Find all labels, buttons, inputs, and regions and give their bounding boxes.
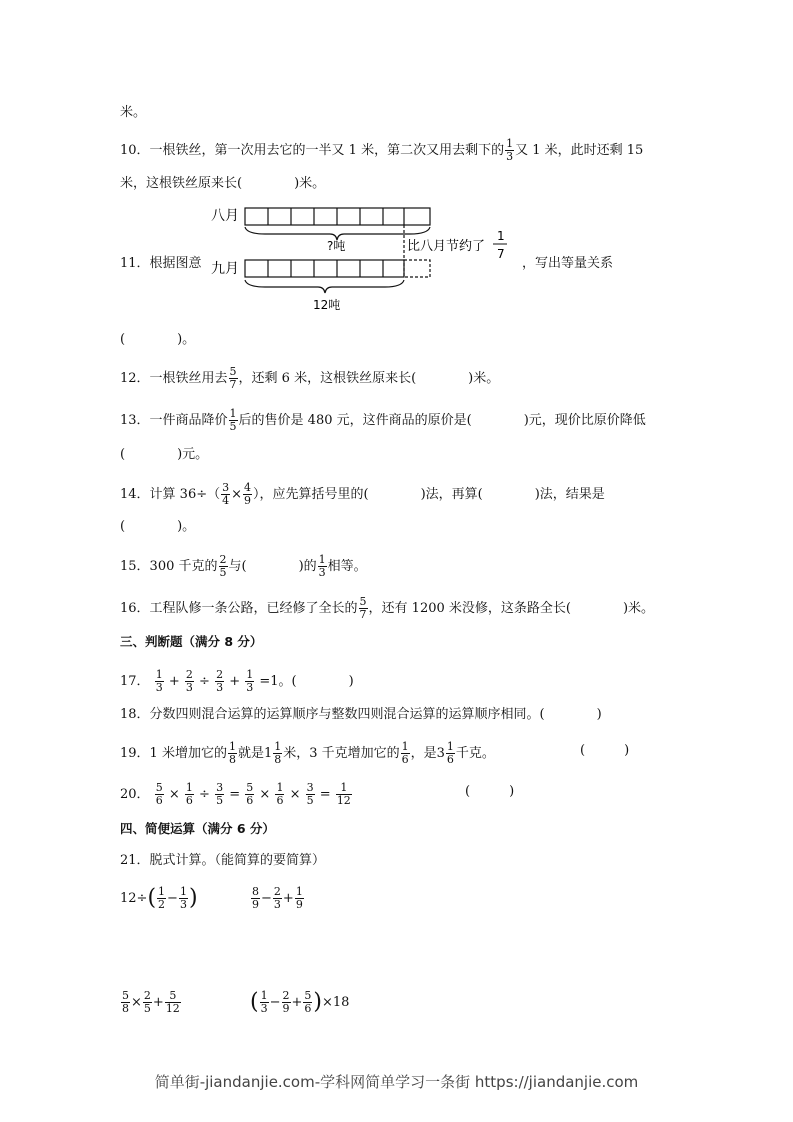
fraction: $\frac{5}{6}$ [155, 781, 163, 807]
calc-expression-a: 12÷( $\frac{1}{2}$ − $\frac{1}{3}$ ) [120, 885, 198, 911]
question-14: 14．计算 36÷（ $\frac{3}{4}$ × $\frac{4}{9}$ ），应先算括号里的( )法，再算( )法，结果是 [120, 481, 605, 507]
footer-watermark: 简单街-jiandanjie.com-学科网简单学习一条街 https://jiandanjie.com [154, 1073, 639, 1091]
fraction: $\frac{3}{5}$ [216, 781, 224, 807]
fraction: $\frac{1}{3}$ [246, 668, 254, 694]
calc-expression-b: $\frac{8}{9}$ − $\frac{2}{3}$ + $\frac{1}{9}$ [252, 885, 303, 911]
fraction: $\frac{5}{7}$ [229, 365, 237, 391]
aug-label: 八月 [211, 208, 239, 224]
sep-bar [245, 260, 404, 277]
fraction: $\frac{1}{6}$ [401, 740, 409, 766]
fraction: $\frac{8}{9}$ [252, 885, 259, 911]
fraction: $\frac{1}{3}$ [318, 553, 326, 579]
question-11-answer: ( )。 [120, 332, 196, 347]
fraction: $\frac{1}{8}$ [228, 740, 236, 766]
fraction: $\frac{2}{9}$ [282, 989, 290, 1015]
fraction: $\frac{2}{3}$ [216, 668, 224, 694]
fraction: $\frac{1}{8}$ [274, 740, 282, 766]
fraction: $\frac{2}{3}$ [273, 885, 281, 911]
sep-total: 12吨 [313, 298, 341, 312]
question-21: 21．脱式计算。（能简算的要简算） [120, 853, 326, 868]
bar-diagram [205, 198, 535, 316]
question-14-cont: ( )。 [120, 519, 196, 534]
fraction: $\frac{5}{8}$ [122, 989, 129, 1015]
fraction: $\frac{1}{6}$ [276, 781, 284, 807]
fraction: $\frac{4}{9}$ [244, 481, 252, 507]
aug-total: ?吨 [327, 239, 346, 253]
fraction: $\frac{3}{4}$ [222, 481, 230, 507]
calc-expression-d: ( $\frac{1}{3}$ − $\frac{2}{9}$ + $\frac{5}{6}$ )×18 [250, 989, 350, 1015]
fraction: $\frac{5}{7}$ [359, 595, 367, 621]
text-line: 米。 [120, 105, 147, 120]
fraction: $\frac{2}{3}$ [185, 668, 193, 694]
fraction: $\frac{2}{5}$ [219, 553, 227, 579]
fraction: $\frac{5}{12}$ [165, 989, 180, 1015]
fraction: $\frac{1}{9}$ [295, 885, 303, 911]
question-10-cont: 米，这根铁丝原来长( )米。 [120, 176, 326, 191]
fraction: $\frac{1}{12}$ [336, 781, 351, 807]
fraction: $\frac{1}{3}$ [179, 885, 187, 911]
question-11: 11．根据图意 [120, 256, 202, 271]
fraction: $\frac{1}{5}$ [229, 407, 237, 433]
saved-label: 比八月节约了 [407, 239, 486, 254]
fraction: $\frac{1}{3}$ [506, 137, 514, 163]
saved-fraction-n: 1 [497, 229, 505, 243]
section-4-heading: 四、简便运算（满分 6 分） [120, 821, 275, 836]
saved-dashed-box [404, 260, 430, 277]
aug-bar [245, 208, 430, 225]
section-3-heading: 三、判断题（满分 8 分） [120, 634, 263, 649]
fraction: $\frac{2}{5}$ [143, 989, 151, 1015]
question-13-cont: ( )元。 [120, 447, 209, 462]
fraction: $\frac{1}{2}$ [158, 885, 166, 911]
sep-label: 九月 [211, 261, 239, 277]
sep-brace [245, 280, 404, 293]
fraction: $\frac{1}{3}$ [260, 989, 268, 1015]
question-12: 12．一根铁丝用去 $\frac{5}{7}$ ，还剩 6 米，这根铁丝原来长( )米。 [120, 365, 500, 391]
question-19: 19．1 米增加它的 $\frac{1}{8}$ 就是1 $\frac{1}{8}$ 米，3 千克增加它的 $\frac{1}{6}$ ，是3 $\frac{1}{6}$ 千克。 [120, 740, 495, 766]
fraction: $\frac{1}{6}$ [185, 781, 193, 807]
question-10: 10．一根铁丝，第一次用去它的一半又 1 米，第二次又用去剩下的 $\frac{1}{3}$ 又 1 米，此时还剩 15 [120, 137, 644, 163]
question-17: 17． $\frac{1}{3}$ + $\frac{2}{3}$ ÷ $\frac{2}{3}$ + $\frac{1}{3}$ =1。( ) [120, 668, 354, 694]
question-15: 15．300 千克的 $\frac{2}{5}$ 与( )的 $\frac{1}{3}$ 相等。 [120, 553, 367, 579]
fraction: $\frac{1}{3}$ [155, 668, 163, 694]
fraction: $\frac{5}{6}$ [304, 989, 312, 1015]
question-20: 20． $\frac{5}{6}$ × $\frac{1}{6}$ ÷ $\frac{3}{5}$ = $\frac{5}{6}$ × $\frac{1}{6}$ × $\frac{3}{5}$ = $\frac{1}{12}$ [120, 781, 351, 807]
fraction: $\frac{3}{5}$ [306, 781, 314, 807]
fraction: $\frac{1}{6}$ [446, 740, 454, 766]
saved-fraction-d: 7 [497, 247, 505, 261]
question-13: 13．一件商品降价 $\frac{1}{5}$ 后的售价是 480 元，这件商品的原价是( )元，现价比原价降低 [120, 407, 646, 433]
question-16: 16．工程队修一条公路，已经修了全长的 $\frac{5}{7}$ ，还有 1200 米没修，这条路全长( )米。 [120, 595, 655, 621]
calc-expression-c: $\frac{5}{8}$ × $\frac{2}{5}$ + $\frac{5}{12}$ [122, 989, 180, 1015]
question-19-paren: ( ) [580, 743, 630, 758]
question-18: 18．分数四则混合运算的运算顺序与整数四则混合运算的运算顺序相同。( ) [120, 707, 602, 722]
fraction: $\frac{5}{6}$ [246, 781, 254, 807]
question-11-tail: ，写出等量关系 [522, 256, 614, 271]
question-20-paren: ( ) [465, 784, 515, 799]
